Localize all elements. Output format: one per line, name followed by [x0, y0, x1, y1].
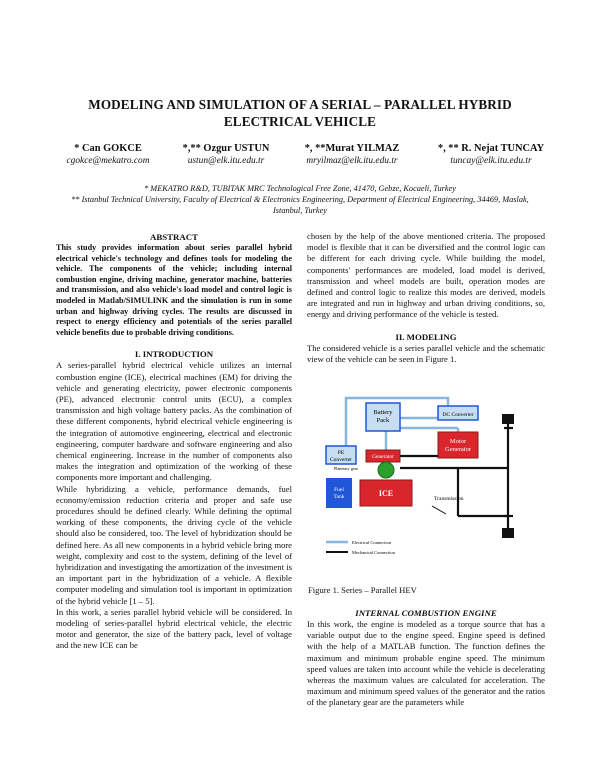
affiliation-2: ** Istanbul Technical University, Faculty of Electrical & Electronics Engineering, Department of Electrical Engineering, 34469, Maslak, Istanbul, Turkey [71, 195, 529, 215]
intro-paragraph-1: A series-parallel hybrid electrical vehicle utilizes an internal combustion engine (ICE), electrical machines (EM) for driving the vehicle and generating electricity, power electronic components (PE), advanced electronic control units (ECU), a complex transmission and high voltage battery packs. As the combination of these different components, hybrid electrical vehicle engineering is the integration of automotive engineering, electrical and electronic engineering, computer hardware and software engineering and also chemical engineering. Increase in the number of components also makes the integration and optimization of the working of these components more important and challenging. [56, 360, 292, 483]
modeling-paragraph: The considered vehicle is a series parallel vehicle and the schematic view of the vehicle can be seen in Figure 1. [307, 342, 545, 364]
generator-label: Generator [372, 454, 394, 460]
author-3 [284, 142, 420, 168]
legend-electric-label: Electrical Connection [352, 540, 392, 545]
author-name: *, **Murat YILMAZ [304, 143, 400, 154]
modeling-heading: II. MODELING [395, 331, 457, 342]
ice-section-heading: INTERNAL COMBUSTION ENGINE [355, 608, 497, 618]
fuel-tank-label: Fuel Tank [333, 487, 345, 500]
planetary-gear-label: Planetary gear [333, 466, 359, 471]
author-block [0, 142, 600, 178]
figure-1-hev-schematic [308, 388, 560, 570]
motor-generator-label: Motor Generator [445, 438, 471, 453]
right-top-paragraph: chosen by the help of the above mentioned criteria. The proposed model is flexible that it can be diversified and the control logic can be different for each driving cycle. While building the model, components' performances are modeled, load model is derived, transmission and wheel models are built, operation modes are defined and control logic to realize this modes are derived, models are integrated and run in highway and urban driving conditions, so, energy and driving performance of the vehicle is tested. [307, 231, 545, 320]
author-email: cgokce@mekatro.com [66, 156, 150, 166]
pe-converter-label: PE Converter [330, 450, 352, 463]
paper-title [40, 96, 560, 130]
ice-section [307, 607, 545, 709]
wheel-bottom [502, 528, 514, 538]
intro-paragraph-3: In this work, a series parallel hybrid vehicle will be considered. In modeling of series-parallel hybrid electrical vehicle, the electric motor and generator, the size of the battery pack, level of voltage and the new ICE can be [56, 606, 292, 651]
author-email: mryilmaz@elk.itu.edu.tr [306, 156, 398, 166]
left-column [56, 231, 292, 652]
title-line-2: ELECTRICAL VEHICLE [223, 114, 377, 129]
ice-section-paragraph: In this work, the engine is modeled as a torque source that has a variable output due to the engine speed. Engine speed is defined with the help of a MATLAB function. The function defines the maximum and minimum probable engine speed. The minimum speed values are taken into account while the vehicle is decelerating whereas the maximum values are calculated for acceleration. The maximum and minimum speed values of the generator and the ratios of the planetary gear are the parameters while [307, 619, 545, 708]
legend-mechanical-label: Mechanical Connection [352, 550, 395, 555]
author-name: *, ** R. Nejat TUNCAY [437, 143, 545, 154]
right-column [307, 231, 545, 365]
author-email: ustun@elk.itu.edu.tr [187, 156, 265, 166]
fuel-tank-box [326, 478, 352, 508]
title-line-1: MODELING AND SIMULATION OF A SERIAL – PARALLEL HYBRID [88, 97, 512, 112]
abstract-heading: ABSTRACT [150, 232, 198, 242]
dc-converter-label: DC Converter [442, 412, 474, 418]
intro-paragraph-2: While hybridizing a vehicle, performance demands, fuel economy/emission reduction criteria and proper and safe use procedures should be defined clearly. While defining the optimal working of these components, the driving cycle of the vehicle should also be considered, too. The level of hybridization should be defined here. As all new components in a hybrid vehicle bring more weight, complexity and cost to the system, defining of the level of hybridization and investigating the amortization of the investment is an important part in the hybridization of a vehicle. A flexible computer modeling and simulation tool is important in optimization of the hybrid vehicle [1 – 5]. [56, 483, 292, 606]
author-2 [170, 142, 282, 168]
author-1 [48, 142, 168, 168]
transmission-label: Transmission [434, 496, 464, 502]
wheel-top [502, 414, 514, 424]
battery-label: Battery Pack [373, 409, 393, 424]
author-name: * Can GOKCE [74, 143, 142, 154]
planetary-gear-icon [378, 462, 394, 478]
affiliation-1: * MEKATRO R&D, TUBITAK MRC Technological Free Zone, 41470, Gebze, Kocaeli, Turkey [144, 184, 456, 193]
author-email: tuncay@elk.itu.edu.tr [450, 156, 532, 166]
figure-1-caption: Figure 1. Series – Parallel HEV [308, 585, 417, 595]
author-4 [422, 142, 560, 168]
ice-label: ICE [378, 489, 394, 498]
abstract-text: This study provides information about series parallel hybrid electrical vehicle's technology and defines tools for modeling the vehicle. The components of the vehicle; including internal combustion engine, driving machine, generator machine, batteries and transmission, and also vehicle's load model and control logic is modeled in Matlab/SIMULINK and the simulation is run in some urban and highway driving cycles. The results are discussed in respect to energy efficiency and potentials of the series parallel vehicle benefits due to probable driving conditions. [56, 243, 292, 337]
introduction-heading: I. INTRODUCTION [134, 349, 214, 360]
motor-generator-box [438, 432, 478, 458]
author-name: *,** Ozgur USTUN [182, 143, 270, 154]
